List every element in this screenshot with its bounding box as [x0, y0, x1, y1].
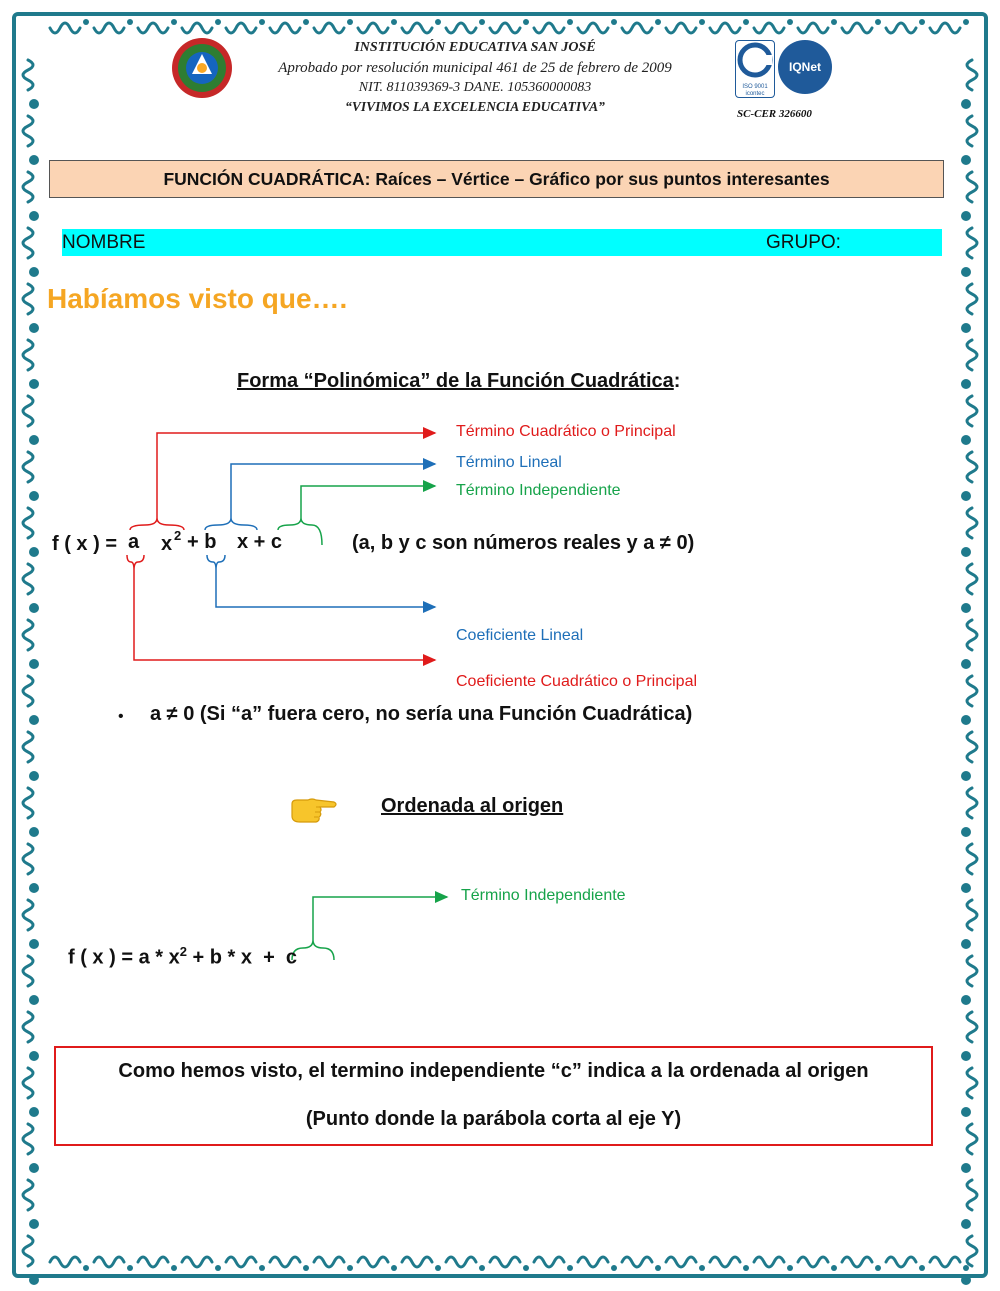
polynomial-heading-text: Forma “Polinómica” de la Función Cuadrática — [237, 370, 674, 392]
polynomial-heading-colon: : — [673, 370, 681, 392]
group-label: GRUPO: — [766, 232, 841, 253]
iso-label: ISO 9001 — [742, 84, 768, 90]
formula-plus-b: + b — [187, 531, 217, 553]
iqnet-label: IQNet — [788, 60, 821, 74]
name-label: NOMBRE — [62, 232, 146, 253]
linear-coefficient-connector — [207, 555, 225, 570]
independent-term-connector — [278, 518, 322, 545]
label-quadratic-coefficient: Coeficiente Cuadrático o Principal — [456, 673, 698, 690]
worksheet-title: FUNCIÓN CUADRÁTICA: Raíces – Vértice – Gráfico por sus puntos interesantes — [49, 160, 944, 198]
bullet-note: a ≠ 0 (Si “a” fuera cero, no sería una Función Cuadrática) — [150, 703, 693, 725]
conclusion-line-2: (Punto donde la parábola corta al eje Y) — [305, 1108, 682, 1130]
formula-a: a — [128, 531, 140, 553]
formula-x: x — [161, 533, 173, 555]
formula-note: (a, b y c son números reales y a ≠ 0) — [352, 532, 695, 554]
linear-term-connector — [205, 518, 257, 530]
origin-formula-main: f ( x ) = a * x — [68, 946, 180, 969]
label-linear-coefficient: Coeficiente Lineal — [456, 627, 584, 644]
label-origin-independent-term: Término Independiente — [461, 887, 626, 904]
bullet-dot: • — [118, 708, 124, 725]
formula-x-plus-c: x + c — [237, 531, 283, 553]
conclusion-line-1: Como hemos visto, el termino independiente “c” indica a la ordenada al origen — [118, 1060, 869, 1082]
formula-lhs: f ( x ) = — [52, 533, 118, 555]
origin-formula-exponent: 2 — [179, 944, 187, 959]
label-quadratic-term: Término Cuadrático o Principal — [456, 423, 676, 440]
label-independent-term: Término Independiente — [456, 482, 621, 499]
origin-formula — [68, 944, 297, 970]
origin-formula-rest: + b * x + c — [186, 946, 298, 969]
nit-text: NIT. 811039369-3 DANE. 105360000083 — [358, 80, 592, 95]
cert-code: SC-CER 326600 — [737, 108, 812, 120]
motto-text: “VIVIMOS LA EXCELENCIA EDUCATIVA” — [345, 99, 605, 114]
quadratic-coefficient-connector — [127, 555, 144, 570]
conclusion-box — [54, 1046, 933, 1146]
intro-text: Habíamos visto que…. — [47, 283, 348, 314]
icontec-label: icontec — [745, 91, 765, 97]
school-name: INSTITUCIÓN EDUCATIVA SAN JOSÉ — [354, 40, 596, 55]
formula-exponent: 2 — [174, 528, 182, 543]
origin-term-connector — [292, 940, 334, 960]
pointing-hand-icon — [288, 794, 338, 828]
approval-text: Aprobado por resolución municipal 461 de 25 de febrero de 2009 — [278, 60, 672, 76]
label-linear-term: Término Lineal — [456, 454, 562, 471]
origin-heading: Ordenada al origen — [381, 795, 564, 817]
